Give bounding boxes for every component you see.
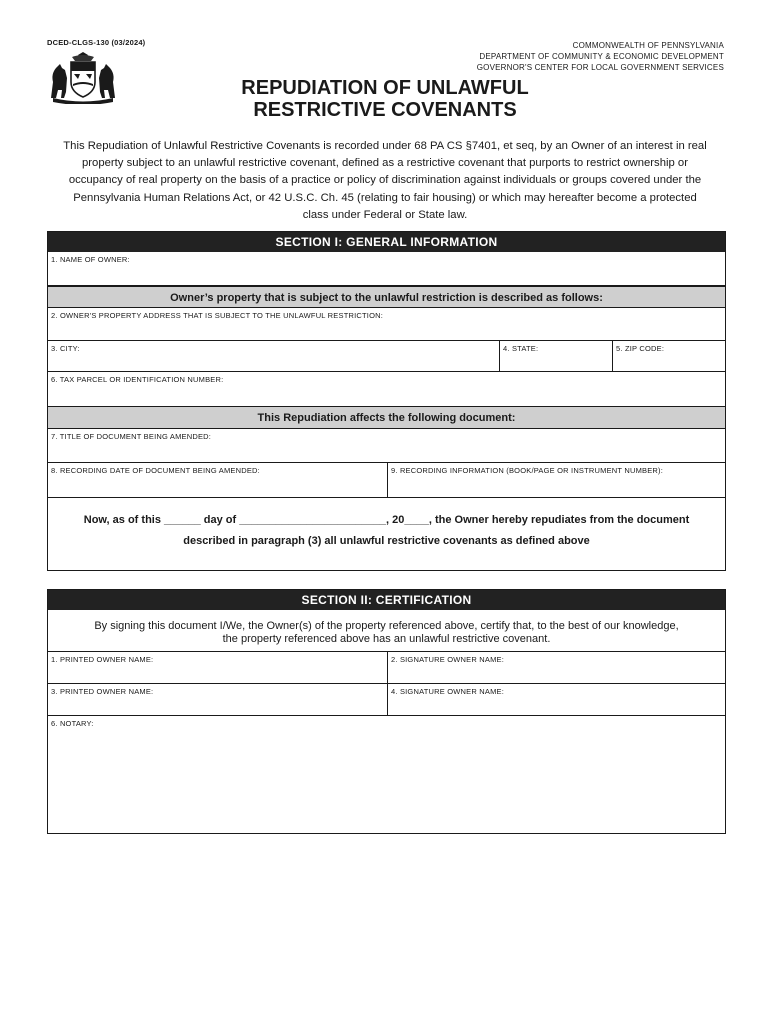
title-line-1: REPUDIATION OF UNLAWFUL xyxy=(241,77,529,99)
intro-paragraph: This Repudiation of Unlawful Restrictive Covenants is recorded under 68 PA CS §7401, et seq, by an Owner of an interest in real property subject to an unlawful restrictive covenant, defined as a restrictive covenant that purports to restrict ownership or occupancy of real property on the basis of a practice or policy of discrimination against individuals or groups covered under the Pennsylvania Human Relations Act, or 42 U.S.C. Ch. 45 (relating to fair housing) or which may hereafter become a protected class under Federal or State law. xyxy=(63,140,707,221)
signature-owner-name-2-field[interactable]: 2. SIGNATURE OWNER NAME: xyxy=(387,652,725,683)
section-1-heading: SECTION I: GENERAL INFORMATION xyxy=(48,232,725,252)
agency-line-2: DEPARTMENT OF COMMUNITY & ECONOMIC DEVELOPMENT xyxy=(479,52,724,61)
title-line-2: RESTRICTIVE COVENANTS xyxy=(253,99,517,121)
repudiation-statement xyxy=(48,498,725,552)
section-general-information xyxy=(47,231,726,571)
zip-code-field[interactable]: 5. ZIP CODE: xyxy=(612,341,725,371)
document-title-field[interactable]: 7. TITLE OF DOCUMENT BEING AMENDED: xyxy=(51,432,212,441)
state-field[interactable]: 4. STATE: xyxy=(499,341,612,371)
certification-line-2: the property referenced above has an unlawful restrictive covenant. xyxy=(222,633,551,645)
recording-information-field[interactable]: 9. RECORDING INFORMATION (BOOK/PAGE OR INSTRUMENT NUMBER): xyxy=(387,463,725,497)
page-title xyxy=(0,77,770,121)
property-address-field[interactable]: 2. OWNER'S PROPERTY ADDRESS THAT IS SUBJECT TO THE UNLAWFUL RESTRICTION: xyxy=(51,311,384,320)
signature-owner-name-4-field[interactable]: 4. SIGNATURE OWNER NAME: xyxy=(387,684,725,715)
printed-owner-name-1-field[interactable]: 1. PRINTED OWNER NAME: xyxy=(51,655,154,664)
section-2-heading: SECTION II: CERTIFICATION xyxy=(48,590,725,610)
form-code: DCED-CLGS-130 (03/2024) xyxy=(47,38,146,47)
tax-parcel-field[interactable]: 6. TAX PARCEL OR IDENTIFICATION NUMBER: xyxy=(51,375,224,384)
document-subheading: This Repudiation affects the following document: xyxy=(48,407,725,429)
property-subheading: Owner’s property that is subject to the unlawful restriction is described as follows: xyxy=(48,286,725,308)
notary-field[interactable]: 6. NOTARY: xyxy=(51,719,94,728)
recording-date-field[interactable]: 8. RECORDING DATE OF DOCUMENT BEING AMENDED: xyxy=(51,466,260,475)
name-of-owner-field[interactable]: 1. NAME OF OWNER: xyxy=(51,255,130,264)
statement-line-1: Now, as of this ______ day of ________________________, 20____, the Owner hereby repudiates from the document xyxy=(83,514,690,526)
printed-owner-name-3-field[interactable]: 3. PRINTED OWNER NAME: xyxy=(51,687,154,696)
agency-line-3: GOVERNOR'S CENTER FOR LOCAL GOVERNMENT SERVICES xyxy=(476,63,724,72)
statement-line-2: described in paragraph (3) all unlawful restrictive covenants as defined above xyxy=(183,535,590,547)
agency-block xyxy=(477,40,724,73)
certification-line-1: By signing this document I/We, the Owner(s) of the property referenced above, certify that, to the best of our knowledge, xyxy=(94,620,679,632)
certification-text xyxy=(48,610,725,652)
agency-line-1: COMMONWEALTH OF PENNSYLVANIA xyxy=(572,41,724,50)
section-certification xyxy=(47,589,726,834)
city-field[interactable]: 3. CITY: xyxy=(51,344,80,353)
